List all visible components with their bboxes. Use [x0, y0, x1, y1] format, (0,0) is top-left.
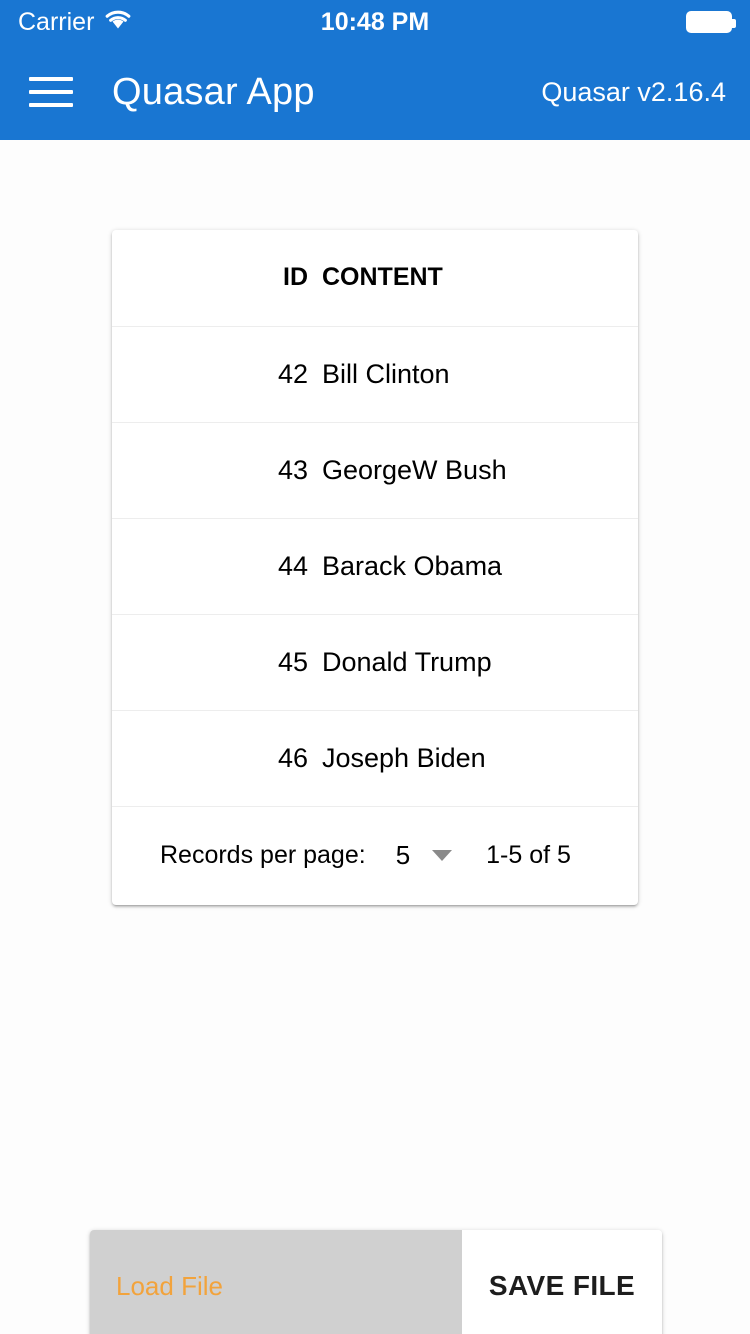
status-bar — [0, 0, 750, 44]
cell-id: 44 — [112, 518, 322, 614]
cell-content: Donald Trump — [322, 614, 638, 710]
status-left — [18, 8, 132, 37]
battery-full-icon — [686, 11, 732, 33]
cell-content: Joseph Biden — [322, 710, 638, 806]
records-per-page-select[interactable] — [396, 840, 452, 871]
table-row[interactable] — [112, 614, 638, 710]
file-button-group — [90, 1230, 662, 1334]
status-right — [686, 11, 732, 33]
wifi-icon — [104, 8, 132, 37]
menu-bar-2 — [29, 90, 73, 94]
cell-content: GeorgeW Bush — [322, 422, 638, 518]
cell-id: 45 — [112, 614, 322, 710]
data-table-card — [112, 230, 638, 905]
cell-id: 46 — [112, 710, 322, 806]
table-body — [112, 326, 638, 806]
table-row[interactable] — [112, 710, 638, 806]
table-pagination — [112, 807, 638, 905]
table-row[interactable] — [112, 518, 638, 614]
cell-content: Bill Clinton — [322, 326, 638, 422]
menu-bar-3 — [29, 103, 73, 107]
column-header-content[interactable]: CONTENT — [322, 230, 638, 326]
records-per-page-value: 5 — [395, 840, 411, 870]
records-per-page-label: Records per page: — [160, 841, 366, 869]
chevron-down-icon — [432, 850, 452, 861]
cell-content: Barack Obama — [322, 518, 638, 614]
pagination-range-label: 1-5 of 5 — [486, 841, 571, 869]
table-row[interactable] — [112, 422, 638, 518]
page-title: Quasar App — [112, 70, 315, 113]
table-row[interactable] — [112, 326, 638, 422]
cell-id: 42 — [112, 326, 322, 422]
status-time: 10:48 PM — [320, 7, 430, 36]
page-content — [0, 140, 750, 1334]
table-header-row — [112, 230, 638, 326]
save-file-button[interactable]: SAVE FILE — [462, 1230, 662, 1334]
hamburger-menu-icon[interactable] — [24, 65, 78, 119]
column-header-id[interactable]: ID — [112, 230, 322, 326]
cell-id: 43 — [112, 422, 322, 518]
carrier-label: Carrier — [18, 7, 95, 36]
app-toolbar — [0, 44, 750, 140]
data-table — [112, 230, 638, 807]
menu-bar-1 — [29, 77, 73, 81]
load-file-button[interactable]: Load File — [90, 1230, 462, 1334]
app-version-label: Quasar v2.16.4 — [541, 76, 726, 107]
table-header — [112, 230, 638, 326]
